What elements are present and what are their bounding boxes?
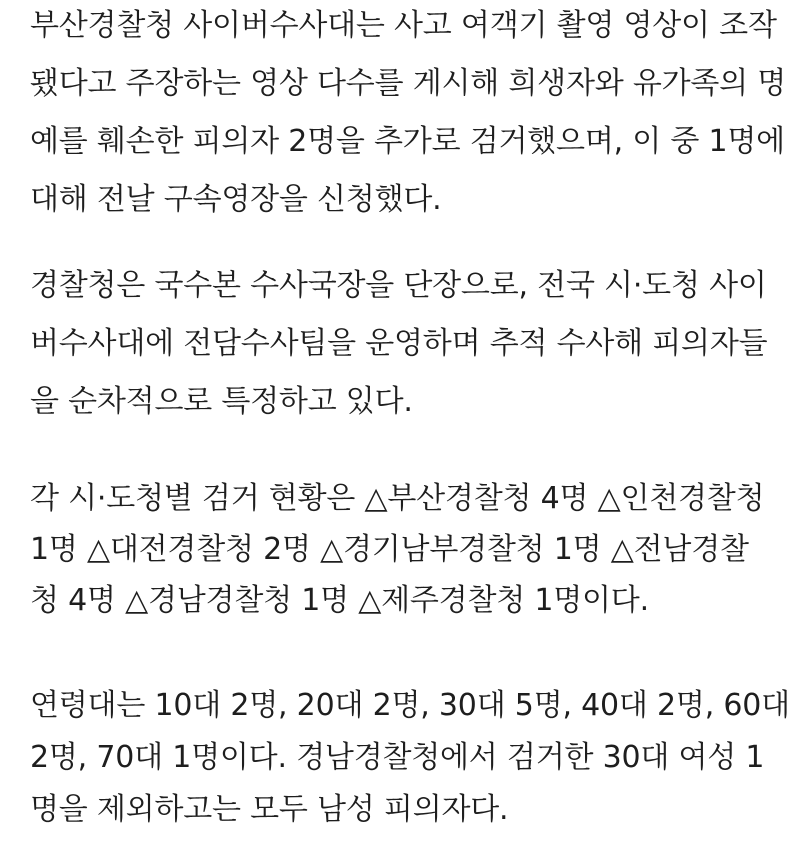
text-line: 1명 △대전경찰청 2명 △경기남부경찰청 1명 △전남경찰	[30, 532, 749, 567]
text-line: 대해 전날 구속영장을 신청했다.	[30, 182, 442, 217]
text-line: 버수사대에 전담수사팀을 운영하며 추적 수사해 피의자들	[30, 326, 768, 361]
text-line: 연령대는 10대 2명, 20대 2명, 30대 5명, 40대 2명, 60대	[30, 688, 790, 723]
text-line: 경찰청은 국수본 수사국장을 단장으로, 전국 시·도청 사이	[30, 268, 767, 303]
text-line: 청 4명 △경남경찰청 1명 △제주경찰청 1명이다.	[30, 583, 649, 618]
text-line: 예를 훼손한 피의자 2명을 추가로 검거했으며, 이 중 1명에	[30, 124, 785, 159]
text-line: 명을 제외하고는 모두 남성 피의자다.	[30, 792, 509, 827]
text-line: 됐다고 주장하는 영상 다수를 게시해 희생자와 유가족의 명	[30, 66, 787, 101]
text-line: 2명, 70대 1명이다. 경남경찰청에서 검거한 30대 여성 1	[30, 740, 765, 775]
text-line: 부산경찰청 사이버수사대는 사고 여객기 촬영 영상이 조작	[30, 8, 777, 43]
text-line: 을 순차적으로 특정하고 있다.	[30, 384, 413, 419]
text-line: 각 시·도청별 검거 현황은 △부산경찰청 4명 △인천경찰청	[30, 481, 765, 516]
